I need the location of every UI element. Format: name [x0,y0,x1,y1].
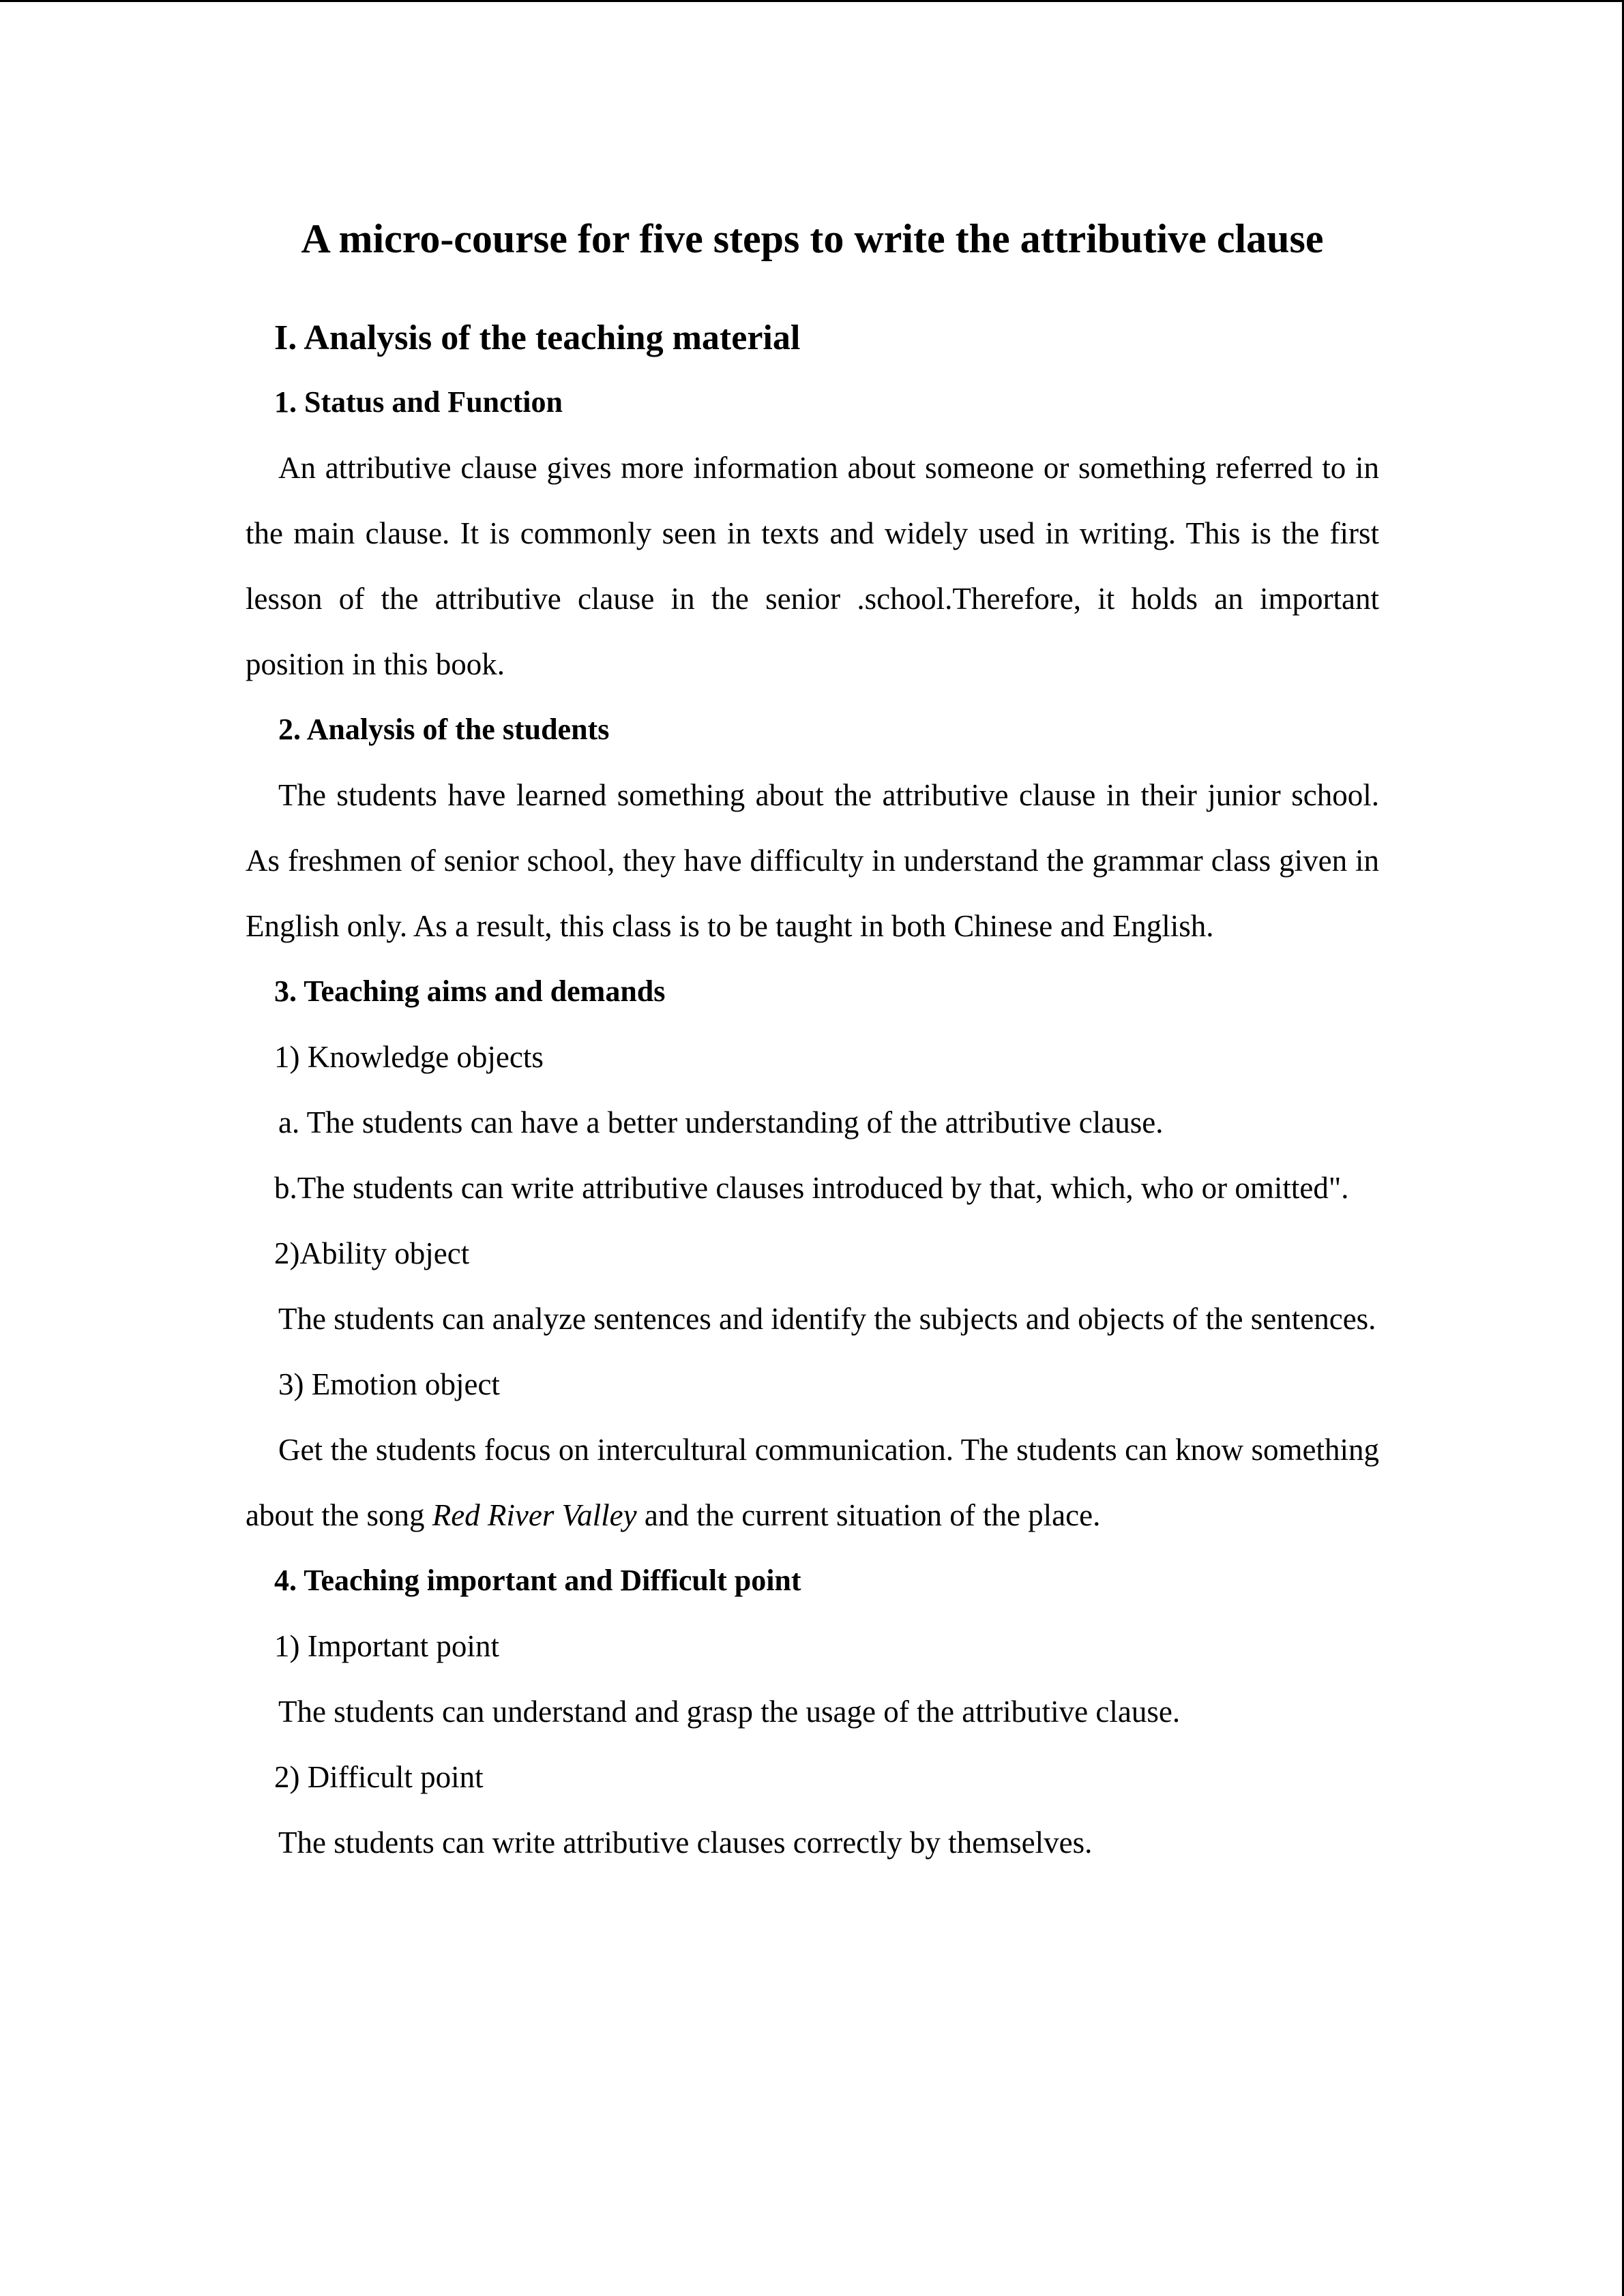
students-analysis-heading: 2. Analysis of the students [278,713,610,746]
knowledge-item-a: a. The students can have a better understanding of the attributive clause. [278,1105,1164,1139]
ability-object-label: 2)Ability object [274,1236,470,1270]
difficult-point-text: The students can write attributive clauses correctly by themselves. [278,1825,1093,1860]
status-function-paragraph: An attributive clause gives more information about someone or something referred to in the main clause. It is commonly seen in texts and widely used in writing. This is the first lesson of the attributive clause in the senior .school.Therefore, it holds an important position in this book. [246,451,1379,681]
knowledge-objects-label: 1) Knowledge objects [274,1040,544,1074]
important-point-label: 1) Important point [274,1629,499,1663]
knowledge-item-b: b.The students can write attributive clauses introduced by that, which, who or omitted". [274,1171,1349,1205]
difficult-point-label: 2) Difficult point [274,1760,484,1794]
emotion-object-label: 3) Emotion object [278,1367,500,1401]
document-title: A micro-course for five steps to write the attributive clause [301,216,1324,261]
important-point-text: The students can understand and grasp the usage of the attributive clause. [278,1695,1181,1729]
section-heading: I. Analysis of the teaching material [274,318,801,357]
emotion-text-before: Get the students focus on intercultural communication. The students can know something about the song [246,1433,1379,1532]
song-title: Red River Valley [432,1498,637,1532]
students-analysis-paragraph: The students have learned something about the attributive clause in their junior school. As freshmen of senior school, they have difficulty in understand the grammar class given in English only. As a result, this class is to be taught in both Chinese and English. [246,778,1379,943]
status-function-heading: 1. Status and Function [274,385,563,419]
document-body [246,198,1379,1875]
emotion-text-after: and the current situation of the place. [636,1498,1101,1532]
emotion-object-paragraph [246,1417,1379,1548]
important-difficult-heading: 4. Teaching important and Difficult point [274,1564,801,1597]
page-border-top [0,0,1624,2]
teaching-aims-heading: 3. Teaching aims and demands [274,974,666,1008]
ability-object-paragraph: The students can analyze sentences and identify the subjects and objects of the sentences. [278,1302,1376,1336]
